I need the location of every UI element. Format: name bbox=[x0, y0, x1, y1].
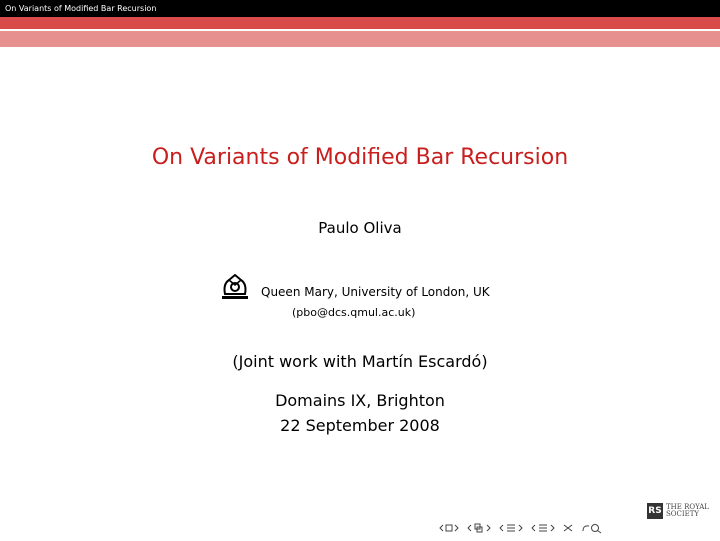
nav-search-icon[interactable] bbox=[580, 522, 604, 534]
nav-section-icon[interactable] bbox=[498, 522, 524, 534]
nav-presentation-icon[interactable] bbox=[530, 522, 556, 534]
joint-work: (Joint work with Martín Escardó) bbox=[232, 352, 488, 371]
event-name: Domains IX, Brighton bbox=[275, 391, 445, 410]
royal-society-text-line2: SOCIETY bbox=[666, 510, 700, 518]
beamer-navigation bbox=[438, 521, 716, 535]
royal-society-text bbox=[666, 504, 709, 518]
royal-society-text-line1: THE ROYAL bbox=[666, 503, 709, 511]
event-block bbox=[0, 388, 720, 438]
nav-align-icon[interactable] bbox=[562, 522, 574, 534]
header-stripe-light bbox=[0, 31, 720, 47]
slide-title: On Variants of Modified Bar Recursion bbox=[151, 145, 569, 170]
nav-frame-icon[interactable] bbox=[438, 522, 460, 534]
institute: Queen Mary, University of London, UK bbox=[261, 285, 490, 299]
header-short-title: On Variants of Modified Bar Recursion bbox=[5, 4, 157, 13]
header-stripe-gap bbox=[0, 29, 720, 31]
queen-mary-crest-icon bbox=[220, 272, 250, 300]
email: (pbo@dcs.qmul.ac.uk) bbox=[292, 306, 416, 319]
royal-society-mark-icon: RS bbox=[647, 503, 663, 519]
author-name: Paulo Oliva bbox=[318, 219, 402, 237]
nav-subsection-icon[interactable] bbox=[466, 522, 492, 534]
event-date: 22 September 2008 bbox=[280, 416, 440, 435]
royal-society-logo bbox=[647, 502, 713, 520]
header-bar bbox=[0, 0, 720, 17]
